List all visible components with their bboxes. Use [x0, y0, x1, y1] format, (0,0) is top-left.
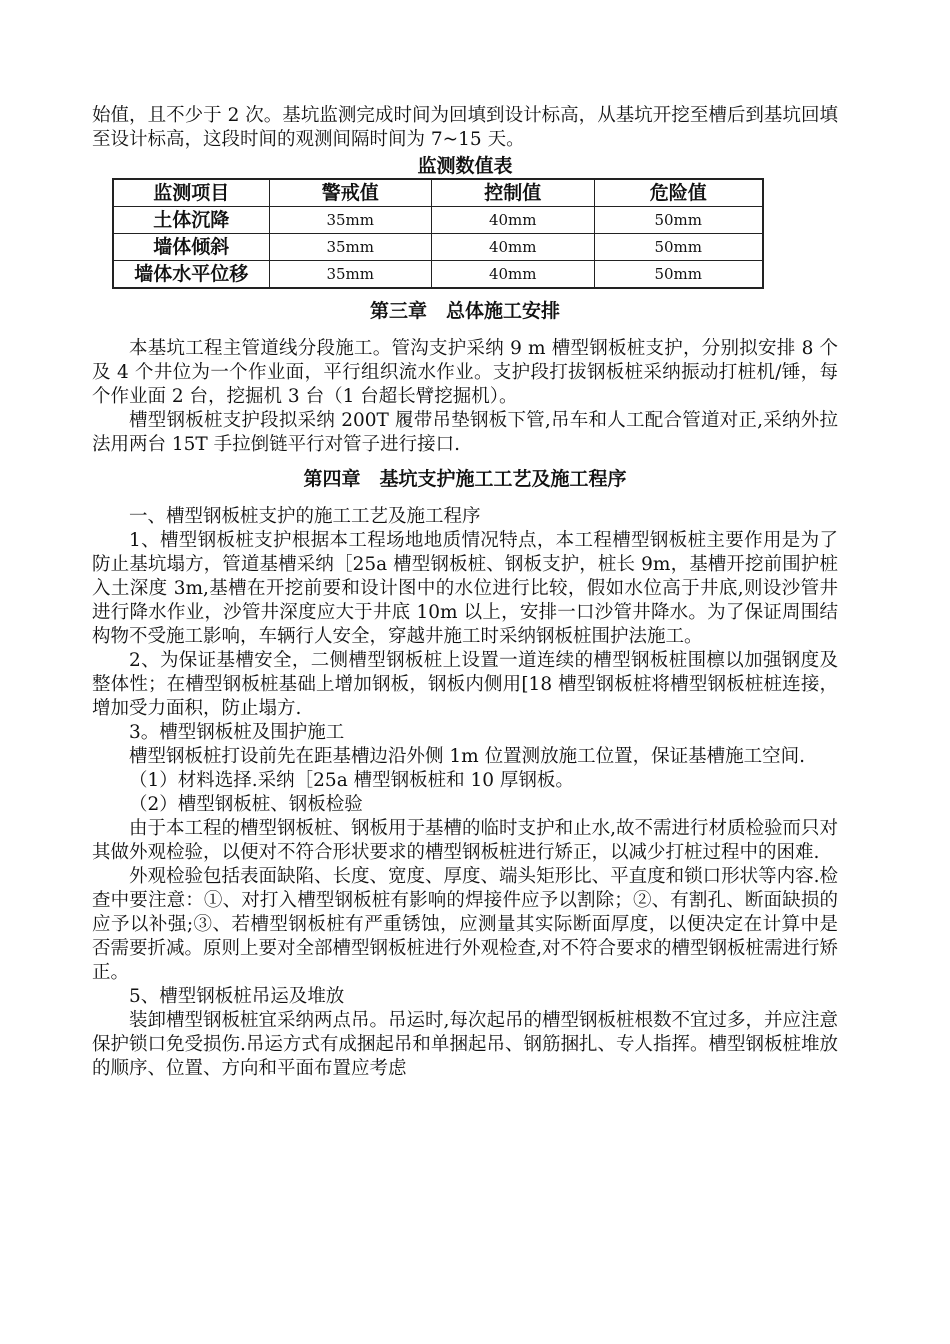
- table-cell: 35mm: [269, 207, 432, 234]
- subsection-heading: 3。槽型钢板桩及围护施工: [129, 722, 345, 743]
- table-row: [113, 207, 763, 234]
- body-paragraph: 本基坑工程主管道线分段施工。管沟支护采纳 9 m 槽型钢板桩支护，分别拟安排 8 个及 4 个井位为一个作业面，平行组织流水作业。支护段打拔钢板桩采纳振动打桩机/锤，每个作业面 2 台，挖掘机 3 台（1 台超长臂挖掘机）。: [92, 338, 838, 407]
- document-page: [92, 104, 838, 1081]
- subsection-heading: 5、槽型钢板桩吊运及堆放: [129, 986, 345, 1007]
- table-cell: 50mm: [594, 261, 763, 289]
- column-header: 危险值: [594, 179, 763, 207]
- table-cell: 35mm: [269, 261, 432, 289]
- body-paragraph: 2、为保证基槽安全，二侧槽型钢板桩上设置一道连续的槽型钢板桩围檩以加强钢度及整体性；在槽型钢板桩基础上增加钢板，钢板内侧用[18 槽型钢板桩将槽型钢板桩桩连接，增加受力面积，防止塌方.: [92, 650, 838, 719]
- table-cell: 40mm: [432, 261, 595, 289]
- chapter-4-heading: 第四章 基坑支护施工工艺及施工程序: [303, 468, 627, 490]
- table-cell: 40mm: [432, 207, 595, 234]
- table-title: 监测数值表: [417, 155, 513, 177]
- table-header-row: [113, 179, 763, 207]
- column-header: 监测项目: [113, 179, 269, 207]
- table-row: [113, 234, 763, 261]
- table-cell-item: 墙体倾斜: [113, 234, 269, 261]
- body-paragraph: 槽型钢板桩支护段拟采纳 200T 履带吊垫钢板下管,吊车和人工配合管道对正,采纳外拉法用两台 15T 手拉倒链平行对管子进行接口.: [92, 410, 838, 455]
- list-item: （2）槽型钢板桩、钢板检验: [129, 794, 363, 815]
- table-cell-item: 墙体水平位移: [113, 261, 269, 289]
- body-paragraph: 由于本工程的槽型钢板桩、钢板用于基槽的临时支护和止水,故不需进行材质检验而只对其做外观检验，以便对不符合形状要求的槽型钢板桩进行矫正，以减少打桩过程中的困难.: [92, 818, 838, 863]
- body-paragraph: 1、槽型钢板桩支护根据本工程场地地质情况特点，本工程槽型钢板桩主要作用是为了防止基坑塌方，管道基槽采纳［25a 槽型钢板桩、钢板支护，桩长 9m，基槽开挖前围护桩入土深度 3m,基槽在开挖前要和设计图中的水位进行比较，假如水位高于井底,则设沙管井进行降水作业，沙管井深度应大于井底 10m 以上，安排一口沙管井降水。为了保证周围结构物不受施工影响，车辆行人安全，穿越井施工时采纳钢板桩围护法施工。: [92, 530, 838, 647]
- list-item: （1）材料选择.采纳［25a 槽型钢板桩和 10 厚钢板。: [129, 770, 574, 791]
- chapter-3-heading: 第三章 总体施工安排: [369, 300, 560, 322]
- body-paragraph: 外观检验包括表面缺陷、长度、宽度、厚度、端头矩形比、平直度和锁口形状等内容.检查中要注意：①、对打入槽型钢板桩有影响的焊接件应予以割除；②、有割孔、断面缺损的应予以补强;③、若槽型钢板桩有严重锈蚀，应测量其实际断面厚度，以便决定在计算中是否需要折减。原则上要对全部槽型钢板桩进行外观检查,对不符合要求的槽型钢板桩需进行矫正。: [92, 866, 838, 983]
- monitoring-values-table: [112, 178, 764, 289]
- section-heading: 一、槽型钢板桩支护的施工工艺及施工程序: [129, 506, 481, 527]
- body-paragraph: 装卸槽型钢板桩宜采纳两点吊。吊运时,每次起吊的槽型钢板桩根数不宜过多，并应注意保护锁口免受损伤.吊运方式有成捆起吊和单捆起吊、钢筋捆扎、专人指挥。槽型钢板桩堆放的顺序、位置、方向和平面布置应考虑: [92, 1010, 838, 1079]
- table-cell: 50mm: [594, 234, 763, 261]
- table-cell: 40mm: [432, 234, 595, 261]
- table-row: [113, 261, 763, 289]
- body-paragraph: 槽型钢板桩打设前先在距基槽边沿外侧 1m 位置测放施工位置，保证基槽施工空间.: [129, 746, 805, 767]
- column-header: 警戒值: [269, 179, 432, 207]
- column-header: 控制值: [432, 179, 595, 207]
- table-cell: 35mm: [269, 234, 432, 261]
- table-cell-item: 土体沉降: [113, 207, 269, 234]
- intro-paragraph: 始值，且不少于 2 次。基坑监测完成时间为回填到设计标高，从基坑开挖至槽后到基坑回填至设计标高，这段时间的观测间隔时间为 7~15 天。: [92, 105, 838, 150]
- table-cell: 50mm: [594, 207, 763, 234]
